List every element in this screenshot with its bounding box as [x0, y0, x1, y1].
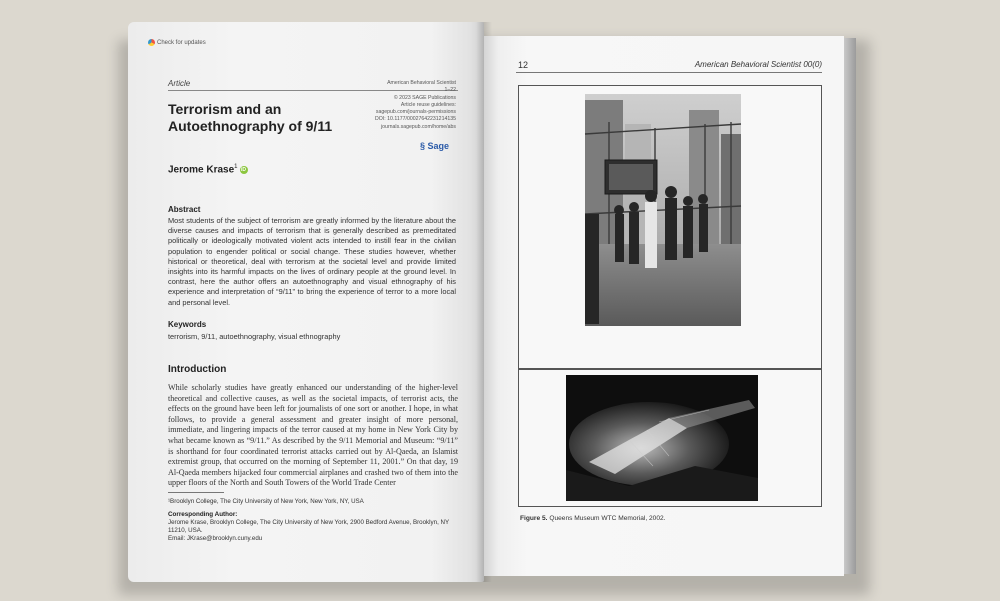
page-range: 1–22	[444, 87, 456, 94]
article-title-line-1: Terrorism and an	[168, 101, 282, 117]
journal-home-link[interactable]: journals.sagepub.com/home/abs	[381, 123, 456, 130]
figure-5-caption-text: Queens Museum WTC Memorial, 2002.	[549, 515, 666, 522]
running-head: American Behavioral Scientist 00(0)	[694, 60, 822, 69]
permissions-link[interactable]: sagepub.com/journals-permissions	[375, 109, 456, 116]
doi[interactable]: DOI: 10.1177/00027642231214135	[375, 116, 456, 123]
abstract-heading: Abstract	[168, 205, 201, 214]
figure-4-frame	[518, 85, 822, 369]
figure-5-caption	[520, 515, 666, 522]
orcid-icon[interactable]: iD	[241, 166, 246, 173]
check-for-updates-badge[interactable]	[148, 39, 206, 46]
article-title-line-2: Autoethnography of 9/11	[168, 118, 333, 134]
sage-s-icon: §	[420, 141, 426, 151]
figure-5-photo	[519, 370, 821, 506]
figure-4-photo	[519, 86, 821, 368]
author-affiliation-marker: 1	[234, 164, 238, 170]
affiliation-footnote: ¹Brooklyn College, The City University of New York, New York, NY, USA	[168, 498, 364, 505]
check-updates-label: Check for updates	[157, 39, 206, 46]
corresponding-address: Jerome Krase, Brooklyn College, The City University of New York, 2900 Bedford Avenue, Brooklyn, NY 11210, USA.	[168, 519, 449, 535]
corresponding-email[interactable]: Email: JKrase@brooklyn.cuny.edu	[168, 535, 263, 543]
sage-logo-text: Sage	[427, 141, 450, 151]
sage-logo	[420, 141, 449, 151]
introduction-heading: Introduction	[168, 364, 227, 375]
corresponding-author-details	[168, 519, 468, 544]
abstract-text: Most students of the subject of terrorism are greatly informed by the literature about the diverse causes and impacts of terrorism that is generally described as premeditated politically or ideologically motivated violent acts intended to instill fear in the civilian population to engender political or social change. These studies however, whether historical or theoretical, deal with terrorism at the societal level and provide limited insights into its harmful impacts on the lives of ordinary people at the ground level. In contrast, here the author offers an autoethnography and visual ethnography of his experience and interpretation of “9/11” to bring the experience of terror to a more local and personal level.	[168, 216, 456, 307]
figure-5-label: Figure 5.	[520, 515, 548, 522]
page-stack-edge	[844, 38, 856, 574]
copyright: © 2023 SAGE Publications	[393, 94, 456, 101]
reuse-guidelines: Article reuse guidelines:	[400, 101, 456, 108]
journal-name: American Behavioral Scientist	[387, 80, 456, 86]
author-line	[168, 164, 248, 175]
page-number: 12	[518, 60, 529, 70]
article-type-label: Article	[168, 79, 191, 88]
keywords-text: terrorism, 9/11, autoethnography, visual ethnography	[168, 332, 341, 341]
keywords-heading: Keywords	[168, 320, 207, 329]
author-name: Jerome Krase	[168, 164, 235, 176]
right-page	[484, 36, 844, 576]
crossmark-icon	[148, 39, 155, 46]
introduction-text: While scholarly studies have greatly enhanced our understanding of the higher-level theoretical and collective causes, as well as the societal impacts, of terrorist acts, the effects on the ground have been left for journalists of one sort or another. I hope, in what follows, to provide a general assessment and greater insight of more personal, immediate, and lingering impacts of the terror caused at my home in New York City by what became known as “9/11.” As described by the 9/11 Memorial and Museum: “9/11” is shorthand for four coordinated terrorist attacks carried out by Al-Qaeda, an Islamist extremist group, that occurred on the morning of September 11, 2001.” On that day, 19 Al-Qaeda members hijacked four commercial airplanes and crashed two of them into the upper floors of the North and South Towers of the World Trade Center	[168, 383, 458, 488]
journal-metadata	[338, 80, 456, 131]
corresponding-author-heading: Corresponding Author:	[168, 511, 238, 518]
footnote-rule	[168, 492, 224, 493]
figure-5-frame	[518, 369, 822, 507]
header-rule	[516, 72, 822, 73]
left-page	[128, 22, 484, 582]
